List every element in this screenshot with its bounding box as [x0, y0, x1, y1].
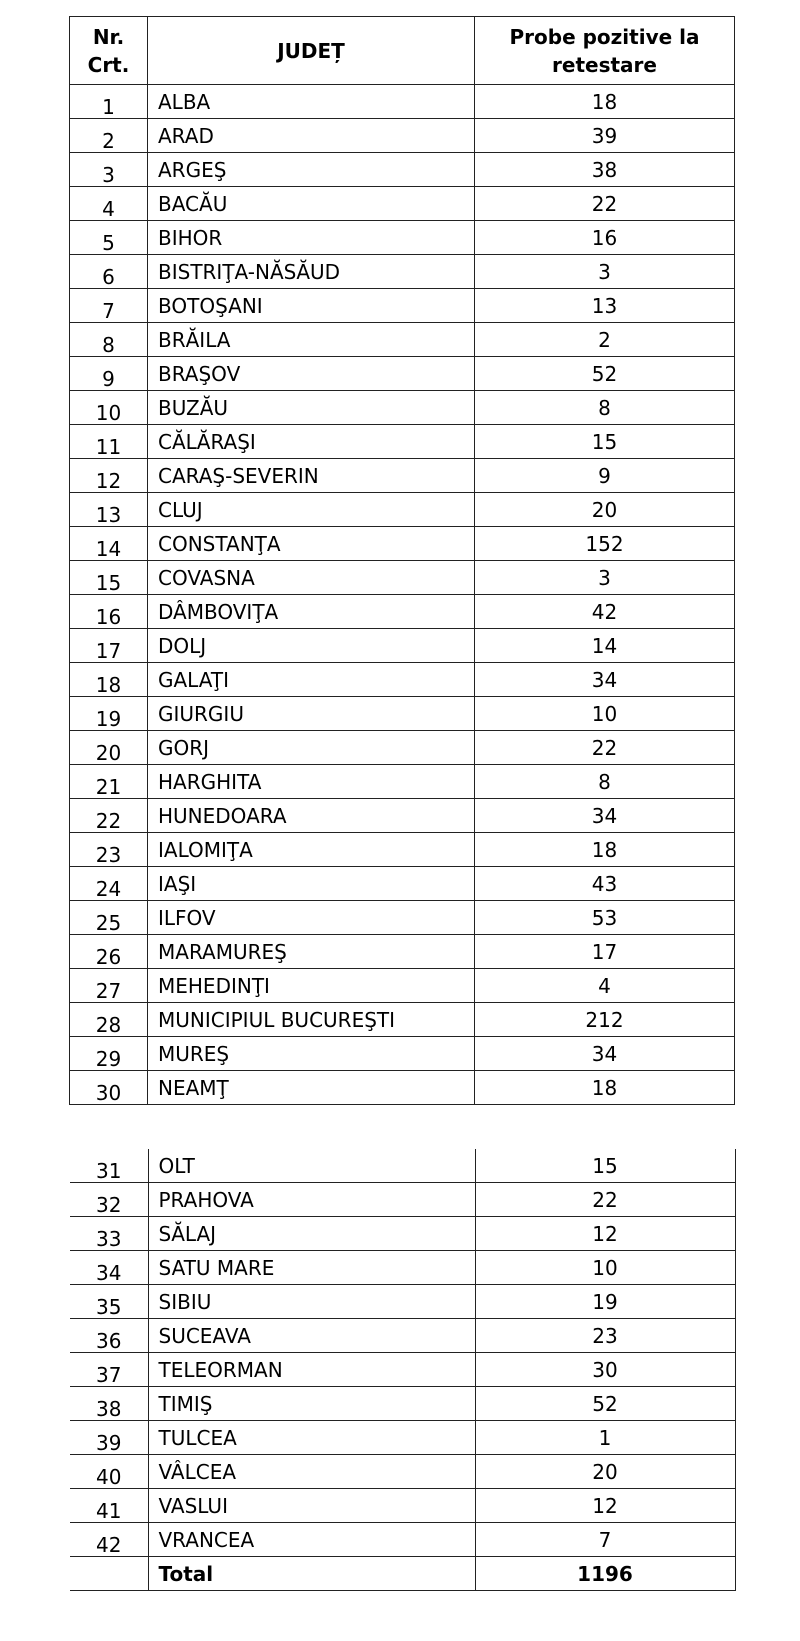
- table-row: [70, 323, 735, 357]
- positive-count: 20: [475, 493, 735, 527]
- row-number: 2: [70, 119, 148, 153]
- row-number: 4: [70, 187, 148, 221]
- county-name: MARAMUREŞ: [148, 935, 475, 969]
- positive-count: 8: [475, 391, 735, 425]
- table-row: [70, 1387, 735, 1421]
- row-number: 39: [70, 1421, 148, 1455]
- total-row: [70, 1557, 735, 1591]
- table-row: [70, 187, 735, 221]
- row-number: 37: [70, 1353, 148, 1387]
- row-number: 21: [70, 765, 148, 799]
- table-row: [70, 561, 735, 595]
- county-name: ALBA: [148, 85, 475, 119]
- positive-count: 17: [475, 935, 735, 969]
- positives-table-part2: [70, 1149, 736, 1591]
- row-number: 8: [70, 323, 148, 357]
- positive-count: 23: [475, 1319, 735, 1353]
- county-name: ARAD: [148, 119, 475, 153]
- table-row: [70, 1071, 735, 1105]
- positive-count: 2: [475, 323, 735, 357]
- positive-count: 53: [475, 901, 735, 935]
- county-name: DOLJ: [148, 629, 475, 663]
- table-row: [70, 1489, 735, 1523]
- row-number: 28: [70, 1003, 148, 1037]
- positive-count: 15: [475, 425, 735, 459]
- row-number: 18: [70, 663, 148, 697]
- county-name: BIHOR: [148, 221, 475, 255]
- table-row: [70, 731, 735, 765]
- county-name: CĂLĂRAŞI: [148, 425, 475, 459]
- positive-count: 10: [475, 1251, 735, 1285]
- table-row: [70, 1319, 735, 1353]
- positive-count: 18: [475, 85, 735, 119]
- row-number: 3: [70, 153, 148, 187]
- county-name: MUNICIPIUL BUCUREŞTI: [148, 1003, 475, 1037]
- county-name: ILFOV: [148, 901, 475, 935]
- header-nr-line1: Nr.: [92, 24, 125, 49]
- county-name: CONSTANŢA: [148, 527, 475, 561]
- header-county: JUDEȚ: [148, 17, 475, 85]
- positive-count: 42: [475, 595, 735, 629]
- row-number: 41: [70, 1489, 148, 1523]
- row-number: 11: [70, 425, 148, 459]
- row-number: 31: [70, 1149, 148, 1183]
- row-number: 10: [70, 391, 148, 425]
- positive-count: 3: [475, 561, 735, 595]
- row-number: 12: [70, 459, 148, 493]
- county-name: VASLUI: [148, 1489, 475, 1523]
- table-row: [70, 1003, 735, 1037]
- table-row: [70, 391, 735, 425]
- positive-count: 20: [475, 1455, 735, 1489]
- positive-count: 38: [475, 153, 735, 187]
- positive-count: 19: [475, 1285, 735, 1319]
- row-number: 9: [70, 357, 148, 391]
- positive-count: 14: [475, 629, 735, 663]
- table-row: [70, 85, 735, 119]
- positive-count: 9: [475, 459, 735, 493]
- row-number: 32: [70, 1183, 148, 1217]
- row-number: 17: [70, 629, 148, 663]
- row-number: 35: [70, 1285, 148, 1319]
- county-name: IALOMIŢA: [148, 833, 475, 867]
- table-row: [70, 119, 735, 153]
- positive-count: 22: [475, 731, 735, 765]
- county-name: GIURGIU: [148, 697, 475, 731]
- county-name: IAŞI: [148, 867, 475, 901]
- table-row: [70, 493, 735, 527]
- row-number: 20: [70, 731, 148, 765]
- positive-count: 8: [475, 765, 735, 799]
- table-row: [70, 1523, 735, 1557]
- row-number: [70, 1557, 148, 1591]
- positive-count: 1: [475, 1421, 735, 1455]
- table-row: [70, 1037, 735, 1071]
- row-number: 29: [70, 1037, 148, 1071]
- county-name: TULCEA: [148, 1421, 475, 1455]
- table-row: [70, 1421, 735, 1455]
- row-number: 26: [70, 935, 148, 969]
- row-number: 5: [70, 221, 148, 255]
- positive-count: 34: [475, 799, 735, 833]
- row-number: 19: [70, 697, 148, 731]
- table-row: [70, 595, 735, 629]
- table-row: [70, 425, 735, 459]
- positive-count: 212: [475, 1003, 735, 1037]
- county-name: GALAŢI: [148, 663, 475, 697]
- county-name: SIBIU: [148, 1285, 475, 1319]
- positive-count: 7: [475, 1523, 735, 1557]
- positive-count: 39: [475, 119, 735, 153]
- table-row: [70, 629, 735, 663]
- row-number: 38: [70, 1387, 148, 1421]
- row-number: 24: [70, 867, 148, 901]
- table-row: [70, 1285, 735, 1319]
- county-name: BISTRIŢA-NĂSĂUD: [148, 255, 475, 289]
- table-row: [70, 1183, 735, 1217]
- header-nr-line2: Crt.: [87, 52, 130, 77]
- row-number: 33: [70, 1217, 148, 1251]
- county-name: SĂLAJ: [148, 1217, 475, 1251]
- positive-count: 22: [475, 187, 735, 221]
- table-row: [70, 1455, 735, 1489]
- county-name: COVASNA: [148, 561, 475, 595]
- positive-count: 43: [475, 867, 735, 901]
- row-number: 27: [70, 969, 148, 1003]
- row-number: 40: [70, 1455, 148, 1489]
- county-name: CARAŞ-SEVERIN: [148, 459, 475, 493]
- county-name: HUNEDOARA: [148, 799, 475, 833]
- positive-count: 52: [475, 357, 735, 391]
- row-number: 13: [70, 493, 148, 527]
- county-name: BUZĂU: [148, 391, 475, 425]
- table-row: [70, 867, 735, 901]
- table-row: [70, 969, 735, 1003]
- row-number: 1: [70, 85, 148, 119]
- table-row: [70, 459, 735, 493]
- county-name: GORJ: [148, 731, 475, 765]
- header-positives: Probe pozitive la retestare: [475, 17, 735, 85]
- table-row: [70, 289, 735, 323]
- positive-count: 3: [475, 255, 735, 289]
- positive-count: 30: [475, 1353, 735, 1387]
- county-name: SUCEAVA: [148, 1319, 475, 1353]
- county-name: BRĂILA: [148, 323, 475, 357]
- table-row: [70, 1149, 735, 1183]
- positive-count: 12: [475, 1489, 735, 1523]
- positive-count: 10: [475, 697, 735, 731]
- positive-count: 16: [475, 221, 735, 255]
- county-name: BOTOŞANI: [148, 289, 475, 323]
- table-row: [70, 1353, 735, 1387]
- positive-count: 12: [475, 1217, 735, 1251]
- table-row: [70, 527, 735, 561]
- table-row: [70, 663, 735, 697]
- table-row: [70, 153, 735, 187]
- table-row: [70, 765, 735, 799]
- total-value: 1196: [475, 1557, 735, 1591]
- positive-count: 4: [475, 969, 735, 1003]
- positive-count: 34: [475, 663, 735, 697]
- county-name: CLUJ: [148, 493, 475, 527]
- county-name: HARGHITA: [148, 765, 475, 799]
- table-row: [70, 1217, 735, 1251]
- table-row: [70, 255, 735, 289]
- positive-count: 34: [475, 1037, 735, 1071]
- table-header-row: [70, 17, 735, 85]
- positives-table-part1: [69, 16, 735, 1105]
- table-row: [70, 799, 735, 833]
- positive-count: 52: [475, 1387, 735, 1421]
- table-row: [70, 833, 735, 867]
- row-number: 23: [70, 833, 148, 867]
- positive-count: 22: [475, 1183, 735, 1217]
- county-name: BRAŞOV: [148, 357, 475, 391]
- county-name: VÂLCEA: [148, 1455, 475, 1489]
- table-row: [70, 1251, 735, 1285]
- row-number: 7: [70, 289, 148, 323]
- county-name: TIMIŞ: [148, 1387, 475, 1421]
- county-name: NEAMŢ: [148, 1071, 475, 1105]
- row-number: 25: [70, 901, 148, 935]
- row-number: 15: [70, 561, 148, 595]
- county-name: TELEORMAN: [148, 1353, 475, 1387]
- county-name: BACĂU: [148, 187, 475, 221]
- county-name: MUREŞ: [148, 1037, 475, 1071]
- row-number: 16: [70, 595, 148, 629]
- row-number: 22: [70, 799, 148, 833]
- table-row: [70, 357, 735, 391]
- header-nr-crt: [70, 17, 148, 85]
- positive-count: 15: [475, 1149, 735, 1183]
- county-name: MEHEDINŢI: [148, 969, 475, 1003]
- county-name: DÂMBOVIŢA: [148, 595, 475, 629]
- county-name: VRANCEA: [148, 1523, 475, 1557]
- row-number: 14: [70, 527, 148, 561]
- table-row: [70, 901, 735, 935]
- row-number: 36: [70, 1319, 148, 1353]
- county-name: ARGEŞ: [148, 153, 475, 187]
- table-row: [70, 221, 735, 255]
- total-label: Total: [148, 1557, 475, 1591]
- row-number: 6: [70, 255, 148, 289]
- table-row: [70, 935, 735, 969]
- county-name: PRAHOVA: [148, 1183, 475, 1217]
- positive-count: 152: [475, 527, 735, 561]
- county-name: SATU MARE: [148, 1251, 475, 1285]
- table-row: [70, 697, 735, 731]
- positive-count: 13: [475, 289, 735, 323]
- positive-count: 18: [475, 1071, 735, 1105]
- row-number: 34: [70, 1251, 148, 1285]
- row-number: 42: [70, 1523, 148, 1557]
- row-number: 30: [70, 1071, 148, 1105]
- positive-count: 18: [475, 833, 735, 867]
- county-name: OLT: [148, 1149, 475, 1183]
